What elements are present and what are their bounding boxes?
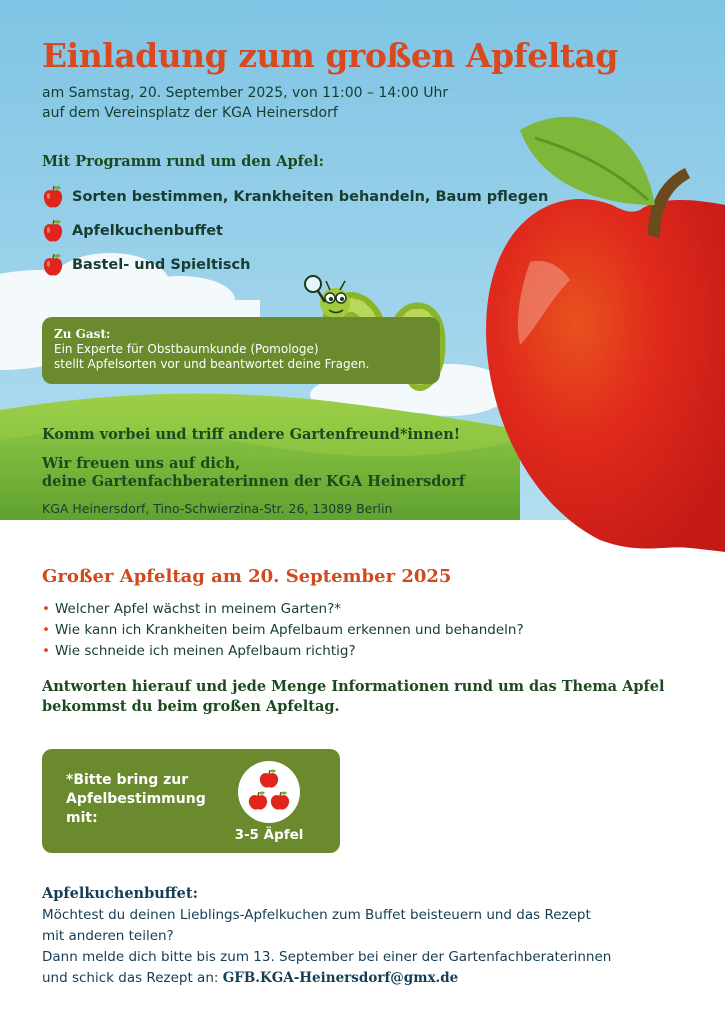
bring-box: [42, 749, 340, 853]
question-item: [42, 622, 524, 638]
guest-line: stellt Apfelsorten vor und beantwortet deine Fragen.: [54, 357, 370, 371]
program-item-label: Bastel- und Spieltisch: [72, 257, 251, 273]
invite-line: Komm vorbei und triff andere Gartenfreund*innen!: [42, 426, 461, 443]
bring-line: Apfelbestimmung: [66, 791, 206, 807]
bring-text: [66, 771, 226, 828]
buffet-text: [42, 970, 458, 986]
buffet-heading: Apfelkuchenbuffet:: [42, 885, 198, 902]
program-item: [42, 185, 548, 209]
guest-line: Ein Experte für Obstbaumkunde (Pomologe): [54, 342, 319, 356]
program-item-label: Apfelkuchenbuffet: [72, 223, 223, 239]
bring-line: *Bitte bring zur: [66, 772, 189, 788]
buffet-text: Möchtest du deinen Lieblings-Apfelkuchen zum Buffet beisteuern und das Rezept: [42, 907, 591, 923]
three-apples-icon: [238, 761, 300, 823]
event-place-line: auf dem Vereinsplatz der KGA Heinersdorf: [42, 105, 338, 121]
guest-label: Zu Gast:: [54, 327, 111, 341]
buffet-text: mit anderen teilen?: [42, 928, 174, 944]
invite-signature: deine Gartenfachberaterinnen der KGA Heinersdorf: [42, 473, 465, 490]
event-date-line: am Samstag, 20. September 2025, von 11:00 – 14:00 Uhr: [42, 85, 449, 101]
apple-icon: [42, 185, 64, 209]
apple-icon: [42, 253, 64, 277]
email-link[interactable]: GFB.KGA-Heinersdorf@gmx.de: [222, 970, 459, 986]
program-item: [42, 219, 223, 243]
question-text: Wie schneide ich meinen Apfelbaum richtig?: [54, 643, 356, 659]
address: KGA Heinersdorf, Tino-Schwierzina-Str. 26, 13089 Berlin: [42, 501, 393, 516]
bullet: •: [42, 601, 50, 617]
bullet: •: [42, 643, 50, 659]
bring-line: mit:: [66, 810, 98, 826]
bullet: •: [42, 622, 50, 638]
page-title: Einladung zum großen Apfeltag: [42, 36, 618, 75]
question-text: Welcher Apfel wächst in meinem Garten?*: [54, 601, 341, 617]
program-heading: Mit Programm rund um den Apfel:: [42, 153, 324, 170]
invite-greeting: Wir freuen uns auf dich,: [42, 455, 241, 472]
program-item: [42, 253, 250, 277]
question-text: Wie kann ich Krankheiten beim Apfelbaum erkennen und behandeln?: [54, 622, 524, 638]
answer-text: Antworten hierauf und jede Menge Informationen rund um das Thema Apfel bekommst du beim großen Apfeltag.: [42, 678, 665, 715]
guest-box: [42, 317, 440, 384]
apples-circle: [238, 761, 300, 823]
buffet-text: Dann melde dich bitte bis zum 13. September bei einer der Gartenfachberaterinnen: [42, 949, 612, 965]
apple-count: 3-5 Äpfel: [234, 827, 304, 843]
apple-icon: [42, 219, 64, 243]
question-item: [42, 601, 341, 617]
buffet-text-prefix: und schick das Rezept an:: [42, 970, 223, 986]
section-heading: Großer Apfeltag am 20. September 2025: [42, 566, 452, 587]
question-item: [42, 643, 356, 659]
program-item-label: Sorten bestimmen, Krankheiten behandeln, Baum pflegen: [72, 189, 549, 205]
